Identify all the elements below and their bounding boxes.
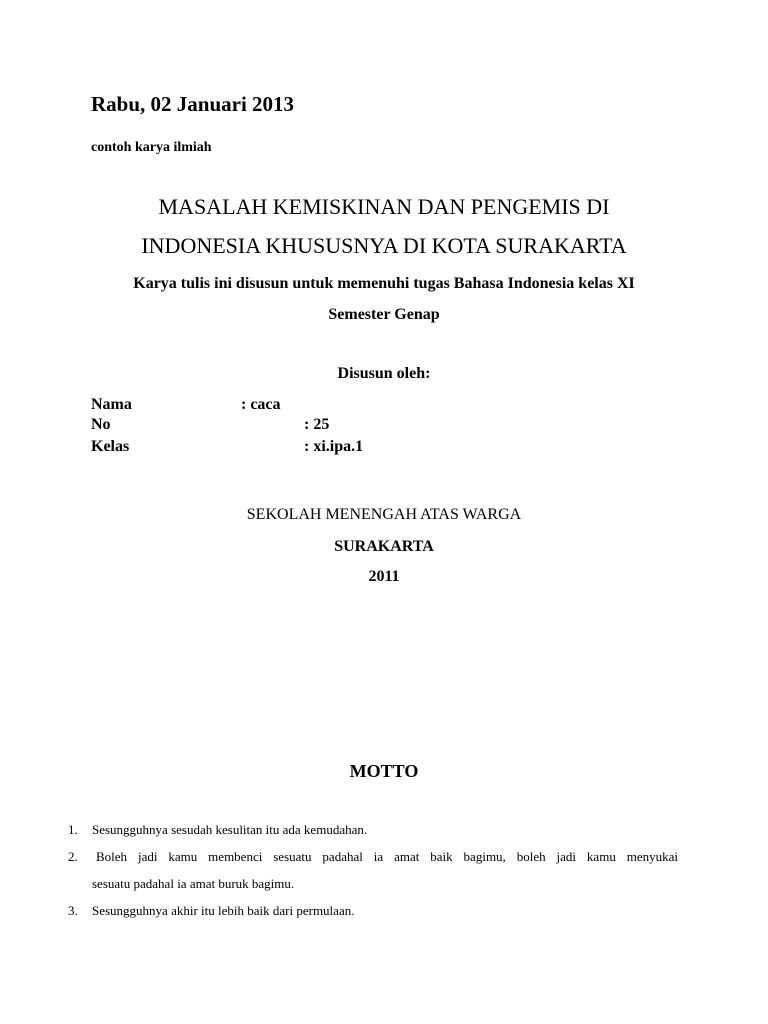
motto-item-text-line-1: Boleh jadi kamu membenci sesuatu padahal ia amat baik bagimu, boleh jadi kamu menyukai xyxy=(96,849,678,864)
document-subtitle-line-2: Semester Genap xyxy=(328,306,440,323)
motto-item-3 xyxy=(68,897,678,924)
author-name-value: : caca xyxy=(241,396,281,413)
motto-item-1 xyxy=(68,816,678,843)
motto-item-number: 1. xyxy=(68,822,78,837)
school-name-line-1: SEKOLAH MENENGAH ATAS WARGA xyxy=(246,506,522,523)
motto-item-text: Sesungguhnya sesudah kesulitan itu ada kemudahan. xyxy=(92,822,368,837)
motto-item-text-line-2: sesuatu padahal ia amat buruk bagimu. xyxy=(92,876,295,891)
author-number-label: No xyxy=(91,416,111,433)
motto-heading: MOTTO xyxy=(349,761,419,781)
motto-item-number: 2. xyxy=(68,849,78,864)
document-title-line-1: MASALAH KEMISKINAN DAN PENGEMIS DI xyxy=(158,194,610,219)
author-class-value: : xi.ipa.1 xyxy=(304,438,364,455)
motto-item-text: Sesungguhnya akhir itu lebih baik dari permulaan. xyxy=(92,903,355,918)
author-class-label: Kelas xyxy=(91,438,130,455)
motto-item-number: 3. xyxy=(68,903,78,918)
post-label: contoh karya ilmiah xyxy=(91,140,212,155)
document-subtitle-line-1: Karya tulis ini disusun untuk memenuhi tugas Bahasa Indonesia kelas XI xyxy=(133,275,635,292)
motto-item-2 xyxy=(68,843,678,897)
post-date: Rabu, 02 Januari 2013 xyxy=(91,92,295,116)
author-name-label: Nama xyxy=(91,396,132,413)
document-title-line-2: INDONESIA KHUSUSNYA DI KOTA SURAKARTA xyxy=(141,233,627,258)
school-name-line-2: SURAKARTA xyxy=(334,538,434,555)
author-heading: Disusun oleh: xyxy=(337,365,431,382)
author-number-value: : 25 xyxy=(304,416,330,433)
school-year: 2011 xyxy=(368,568,400,585)
